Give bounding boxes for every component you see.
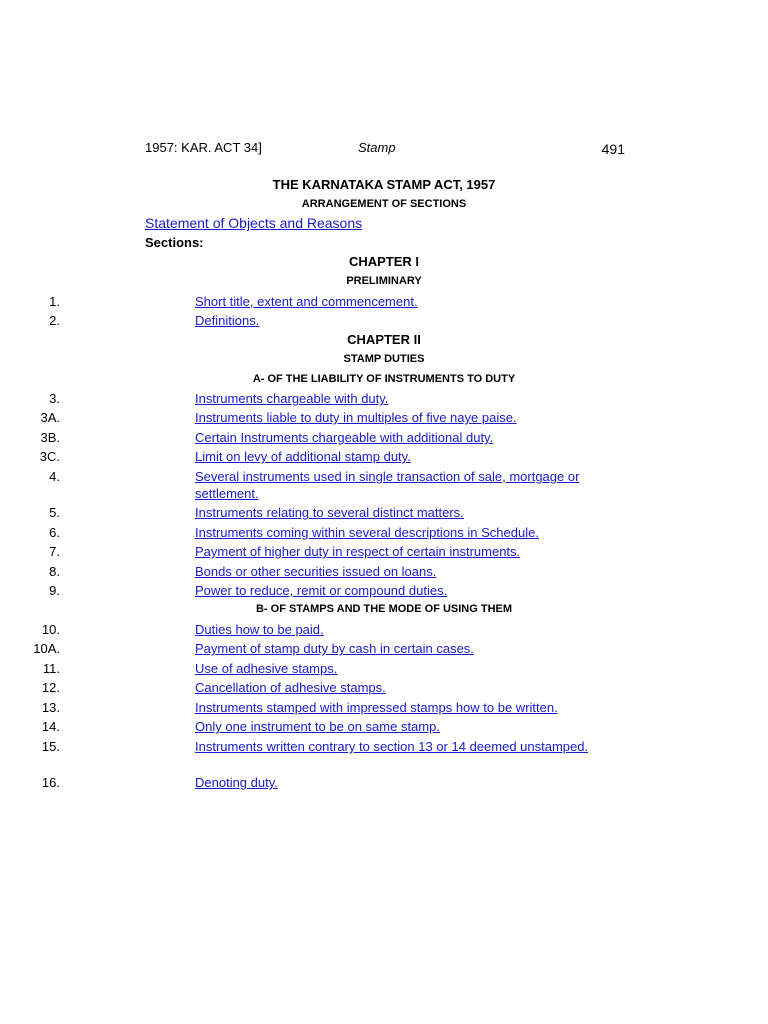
- chapter-2-heading: CHAPTER II: [347, 332, 421, 347]
- section-link[interactable]: Instruments chargeable with duty.: [195, 391, 389, 406]
- running-header: [145, 140, 625, 158]
- section-number: 8.: [49, 564, 60, 579]
- section-number: 3A.: [40, 410, 60, 425]
- chapter-1-heading: CHAPTER I: [348, 254, 420, 269]
- statement-of-objects-link: [145, 215, 362, 231]
- section-number: 10.: [41, 622, 60, 637]
- section-number: 10A.: [33, 641, 60, 656]
- section-link[interactable]: Cancellation of adhesive stamps.: [195, 680, 386, 695]
- section-link[interactable]: Short title, extent and commencement.: [195, 294, 418, 309]
- section-number: 3B.: [40, 430, 60, 445]
- header-topic: Stamp: [358, 140, 396, 155]
- section-link[interactable]: Instruments relating to several distinct matters.: [195, 505, 464, 520]
- section-number: 12.: [41, 680, 60, 695]
- part-b-heading: B- OF STAMPS AND THE MODE OF USING THEM: [255, 603, 513, 615]
- section-number: 3C.: [39, 449, 60, 464]
- section-number: 5.: [49, 505, 60, 520]
- section-number: 15.: [41, 739, 60, 754]
- section-number: 6.: [49, 525, 60, 540]
- section-number: 9.: [49, 583, 60, 598]
- section-number: 16.: [41, 775, 60, 790]
- section-link[interactable]: Limit on levy of additional stamp duty.: [195, 449, 411, 464]
- document-subtitle: ARRANGEMENT OF SECTIONS: [301, 198, 467, 210]
- section-link[interactable]: Definitions.: [195, 313, 260, 328]
- section-number: 2.: [49, 313, 60, 328]
- section-link[interactable]: Certain Instruments chargeable with additional duty.: [195, 430, 494, 445]
- section-link[interactable]: Duties how to be paid.: [195, 622, 324, 637]
- section-link[interactable]: Power to reduce, remit or compound duties.: [195, 583, 448, 598]
- section-link[interactable]: Instruments coming within several descriptions in Schedule.: [195, 525, 539, 540]
- statement-link[interactable]: Statement of Objects and Reasons: [145, 215, 363, 231]
- section-number: 1.: [49, 294, 60, 309]
- section-link[interactable]: Instruments written contrary to section 13 or 14 deemed unstamped.: [195, 739, 589, 754]
- part-a-heading: A- OF THE LIABILITY OF INSTRUMENTS TO DUTY: [252, 373, 516, 385]
- section-number: 7.: [49, 544, 60, 559]
- document-title: THE KARNATAKA STAMP ACT, 1957: [272, 177, 496, 192]
- section-number: 3.: [49, 391, 60, 406]
- section-link[interactable]: Payment of higher duty in respect of certain instruments.: [195, 544, 521, 559]
- chapter-2-subheading: STAMP DUTIES: [343, 353, 425, 365]
- header-act-reference: 1957: KAR. ACT 34]: [145, 140, 262, 155]
- section-link[interactable]: Payment of stamp duty by cash in certain cases.: [195, 641, 474, 656]
- section-link[interactable]: Several instruments used in single transaction of sale, mortgage or settlement.: [195, 469, 580, 501]
- sections-label: Sections:: [145, 235, 204, 250]
- page-number: 491: [601, 141, 625, 157]
- section-link[interactable]: Bonds or other securities issued on loans.: [195, 564, 437, 579]
- section-number: 14.: [41, 719, 60, 734]
- section-link[interactable]: Use of adhesive stamps.: [195, 661, 338, 676]
- section-link[interactable]: Instruments liable to duty in multiples of five naye paise.: [195, 410, 517, 425]
- section-number: 11.: [42, 661, 60, 676]
- chapter-1-subheading: PRELIMINARY: [346, 275, 422, 287]
- section-link[interactable]: Denoting duty.: [195, 775, 278, 790]
- section-link[interactable]: Instruments stamped with impressed stamps how to be written.: [195, 700, 558, 715]
- section-link[interactable]: Only one instrument to be on same stamp.: [195, 719, 440, 734]
- section-number: 13.: [41, 700, 60, 715]
- section-number: 4.: [49, 469, 60, 484]
